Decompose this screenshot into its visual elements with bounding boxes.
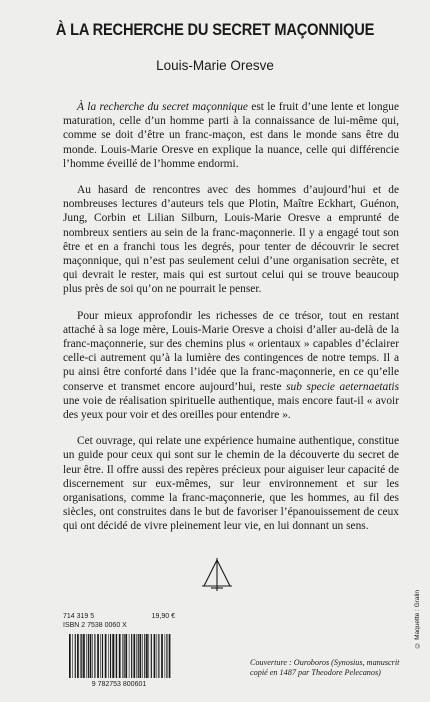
barcode-bar bbox=[136, 634, 137, 678]
barcode-bar bbox=[158, 634, 159, 678]
barcode-bar bbox=[142, 634, 143, 678]
italic-text: sub specie aeternaetatis bbox=[286, 380, 399, 393]
barcode-bar bbox=[69, 634, 71, 678]
barcode-bar bbox=[157, 634, 158, 678]
triangle-emblem-icon bbox=[199, 558, 235, 592]
barcode-bar bbox=[161, 634, 163, 678]
barcode-bar bbox=[133, 634, 135, 678]
barcode-bar bbox=[165, 634, 166, 678]
barcode-bar bbox=[122, 634, 123, 678]
barcode-bar bbox=[75, 634, 76, 678]
barcode-bar bbox=[110, 634, 111, 678]
author-name: Louis-Marie Oresve bbox=[156, 58, 274, 73]
barcode-bar bbox=[166, 634, 167, 678]
barcode-bar bbox=[83, 634, 85, 678]
barcode-bar bbox=[116, 634, 117, 678]
barcode-bar bbox=[105, 634, 107, 678]
blurb-text bbox=[63, 100, 399, 546]
text-run: est le fruit d’une lente et longue maturation, celle d’un homme parti à la connaissance de lui-même qui, comme se doit d’être un franc-maçon, est dans le monde sans être du monde. Louis-Marie Oresve en explique la nuance, celle qui différencie l’homme éveillé de l’homme endormi. bbox=[63, 101, 399, 170]
layout-credit: © Maquette : Gralin bbox=[414, 590, 421, 649]
cover-credit: Couverture : Ouroboros (Synosius, manuscrit copié en 1487 par Theodore Pelecanos) bbox=[250, 658, 400, 677]
barcode-bar bbox=[94, 634, 95, 678]
barcode-bar bbox=[154, 634, 156, 678]
paragraph bbox=[63, 309, 399, 423]
barcode-bar bbox=[129, 634, 130, 678]
barcode-bar bbox=[146, 634, 148, 678]
barcode-bar bbox=[144, 634, 145, 678]
barcode-bar bbox=[138, 634, 139, 678]
barcode-bar bbox=[125, 634, 127, 678]
barcode-bar bbox=[86, 634, 87, 678]
barcode-bar bbox=[124, 634, 125, 678]
italic-text: À la recherche du secret maçonnique bbox=[77, 101, 248, 113]
barcode-bar bbox=[115, 634, 116, 678]
barcode-bar bbox=[92, 634, 93, 678]
barcode bbox=[63, 634, 175, 688]
barcode-bar bbox=[90, 634, 92, 678]
text-run: Au hasard de rencontres avec des hommes d’aujourd’hui et de nombreuses lectures d’auteurs tels que Plotin, Maître Eckhart, Guénon, Jung, Corbin et Lilian Silburn, Louis-Marie Oresve a emprunté de nombreux sentiers au sein de la franc-maçonnerie. Il y a engagé tout son être et en a franchi tous les degrés, pour tenter de découvrir le secret maçonnique, qui n’est pas seulement celui d’une organisation secrète, et qui devrait le rester, mais qui est surtout celui qui se trouve beaucoup plus près de soi qu’on ne pourrait le penser. bbox=[63, 184, 399, 296]
barcode-bar bbox=[131, 634, 132, 678]
paragraph bbox=[63, 183, 399, 297]
barcode-bar bbox=[140, 634, 142, 678]
paragraph bbox=[63, 434, 399, 533]
barcode-digits: 9 782753 800601 bbox=[91, 681, 147, 688]
barcode-bar bbox=[97, 634, 99, 678]
barcode-bar bbox=[151, 634, 152, 678]
book-title: À LA RECHERCHE DU SECRET MAÇONNIQUE bbox=[55, 20, 375, 39]
barcode-bar bbox=[77, 634, 79, 678]
barcode-bar bbox=[119, 634, 121, 678]
barcode-bar bbox=[81, 634, 82, 678]
text-run: Pour mieux approfondir les richesses de ce trésor, tout en restant attaché à sa loge mère, Louis-Marie Oresve a choisi d’aller au-delà de la franc-maçonnerie, sur des chemins plus « orientaux » capables d’éclairer celle-ci autrement qu’à la lumière des contingences de notre temps. Il a pu ainsi être conforté dans l’idée que la franc-maçonnerie, en ce qu’elle conserve et transmet encore aujourd’hui, reste bbox=[63, 309, 399, 393]
barcode-bar bbox=[88, 634, 89, 678]
product-code: 714 319 5 bbox=[63, 613, 95, 620]
text-run: Cet ouvrage, qui relate une expérience humaine authentique, constitue un guide pour ceux qui sont sur le chemin de la découverte du secret de leur être. Il offre aussi des repères précieux pour aiguiser leur capacité de discernement sur eux-mêmes, sur leur environnement et sur les organisations, comme la franc-maçonnerie, que les hommes, au fil des siècles, ont construites dans le but de favoriser l’épanouissement de ceux qui ont décidé de vivre pleinement leur vie, en lui donnant un sens. bbox=[63, 435, 399, 533]
paragraph bbox=[63, 100, 399, 171]
isbn: ISBN 2 7538 0060 X bbox=[63, 622, 127, 629]
barcode-bar bbox=[72, 634, 73, 678]
barcode-bar bbox=[80, 634, 81, 678]
barcode-bar bbox=[148, 634, 149, 678]
barcode-bar bbox=[108, 634, 109, 678]
price: 19,90 € bbox=[151, 613, 175, 620]
barcode-bar bbox=[112, 634, 114, 678]
barcode-bar bbox=[102, 634, 103, 678]
barcode-block bbox=[63, 612, 175, 688]
barcode-bar bbox=[169, 634, 171, 678]
text-run: une voie de réalisation spirituelle authentique, mais encore faut-il « avoir des yeux pour voir et des oreilles pour entendre ». bbox=[63, 394, 399, 422]
barcode-bar bbox=[100, 634, 101, 678]
